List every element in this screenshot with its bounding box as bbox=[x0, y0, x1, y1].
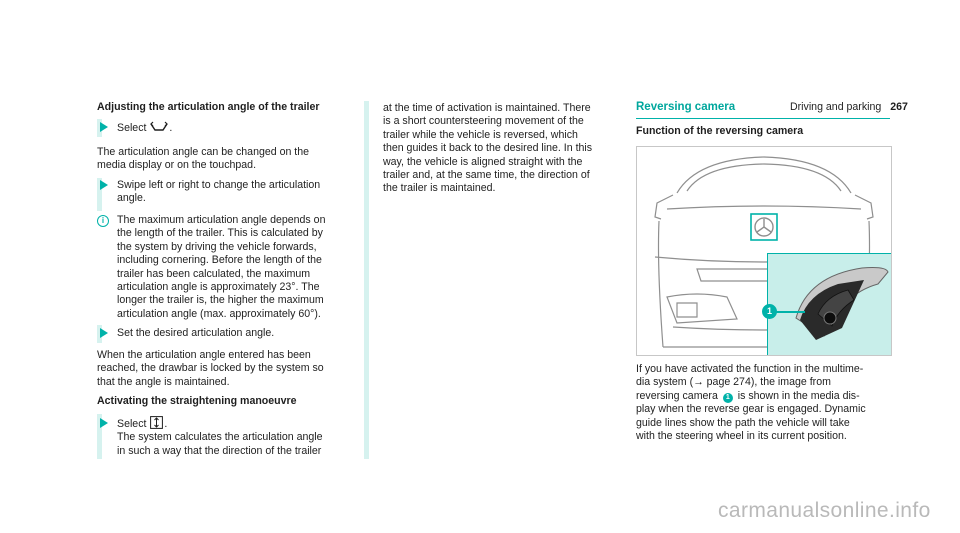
watermark: carmanualsonline.info bbox=[718, 499, 931, 522]
text-span: ), the image from bbox=[750, 376, 831, 389]
text-line: then guides it back to the desired line. In this bbox=[383, 142, 593, 155]
text-line: guide lines show the path the vehicle will take bbox=[636, 416, 850, 429]
step-arrow-icon bbox=[100, 328, 108, 338]
step-arrow-icon bbox=[100, 418, 108, 428]
text-line bbox=[636, 376, 866, 389]
text-line bbox=[636, 390, 866, 403]
text-line: trailer and, at the same time, the direction of bbox=[383, 169, 590, 182]
continuation-bar bbox=[364, 101, 369, 459]
text-line: the system by driving the vehicle forwards, bbox=[117, 240, 317, 253]
text-line: trailer while the vehicle is reversed, which bbox=[383, 128, 578, 141]
step-text: Select bbox=[117, 122, 147, 134]
text-line: Swipe left or right to change the articulation bbox=[117, 179, 321, 191]
text-line: longer the trailer is, the higher the maximum bbox=[117, 294, 324, 307]
para-continuation bbox=[383, 102, 592, 196]
text-line: play when the reverse gear is engaged. Dynamic bbox=[636, 403, 866, 416]
camera-detail-inset bbox=[767, 253, 892, 356]
section-rule bbox=[636, 118, 890, 119]
text-span: reversing camera bbox=[636, 389, 718, 402]
text-line: When the articulation angle entered has been bbox=[97, 349, 311, 361]
step-select-articulation bbox=[117, 121, 172, 135]
camera-detail-illustration bbox=[768, 254, 892, 356]
text-line: the trailer is maintained. bbox=[383, 182, 496, 195]
text-line: with the steering wheel in its current position. bbox=[636, 430, 847, 443]
text-span: is shown in the media dis- bbox=[737, 389, 860, 402]
camera-figure bbox=[636, 146, 892, 356]
text-line: trailer has been calculated, the maximum bbox=[117, 267, 311, 280]
text-line: at the time of activation is maintained. There bbox=[383, 102, 591, 114]
page-reference-link[interactable]: page 274 bbox=[706, 376, 751, 389]
info-icon: i bbox=[97, 215, 109, 227]
step-text: Select bbox=[117, 418, 147, 430]
para-reversing-camera bbox=[636, 363, 866, 443]
para-reached bbox=[97, 349, 324, 389]
callout-badge: 1 bbox=[762, 304, 777, 319]
callout-line bbox=[775, 311, 805, 313]
text-line: The articulation angle can be changed on the bbox=[97, 146, 310, 158]
text-line: articulation angle (max. approximately 60°). bbox=[117, 307, 321, 320]
text-line: the length of the trailer. This is calculated by bbox=[117, 227, 323, 240]
straightening-arrows-icon bbox=[150, 416, 163, 429]
text-line: articulation angle is approximately 23°. The bbox=[117, 281, 320, 294]
text-line: The maximum articulation angle depends on bbox=[117, 214, 326, 226]
section-name: Driving and parking bbox=[790, 101, 882, 113]
text-span: dia system ( bbox=[636, 376, 694, 389]
para-changed bbox=[97, 146, 309, 173]
step-arrow-icon bbox=[100, 122, 108, 132]
step-set-angle: Set the desired articulation angle. bbox=[117, 327, 275, 339]
step-suffix: . bbox=[169, 122, 173, 134]
note-max-angle bbox=[117, 214, 325, 321]
text-line: that the angle is maintained. bbox=[97, 375, 230, 388]
heading-function: Function of the reversing camera bbox=[636, 125, 804, 137]
step-swipe bbox=[117, 179, 320, 206]
text-line: If you have activated the function in the multime- bbox=[636, 363, 864, 375]
text-line: in such a way that the direction of the trailer bbox=[117, 444, 322, 457]
section-title-reversing-camera: Reversing camera bbox=[636, 101, 736, 113]
heading-straightening: Activating the straightening manoeuvre bbox=[97, 395, 297, 407]
running-header bbox=[790, 101, 908, 114]
text-line: including cornering. Before the length of the bbox=[117, 254, 322, 267]
text-line: media display or on the touchpad. bbox=[97, 159, 257, 172]
xref-arrow-icon: → bbox=[693, 376, 704, 389]
text-line: is a short countersteering movement of the bbox=[383, 115, 584, 128]
step-arrow-icon bbox=[100, 180, 108, 190]
text-line: angle. bbox=[117, 192, 146, 205]
callout-badge-inline: 1 bbox=[723, 393, 733, 403]
step-straightening bbox=[117, 416, 323, 458]
text-line: way, the vehicle is aligned straight with the bbox=[383, 155, 583, 168]
page-number: 267 bbox=[890, 101, 908, 113]
text-line: reached, the drawbar is locked by the system so bbox=[97, 362, 324, 375]
step-suffix: . bbox=[164, 418, 168, 430]
text-line: The system calculates the articulation angle bbox=[117, 431, 323, 444]
heading-articulation: Adjusting the articulation angle of the trailer bbox=[97, 101, 320, 113]
trailer-articulation-icon bbox=[150, 121, 168, 133]
